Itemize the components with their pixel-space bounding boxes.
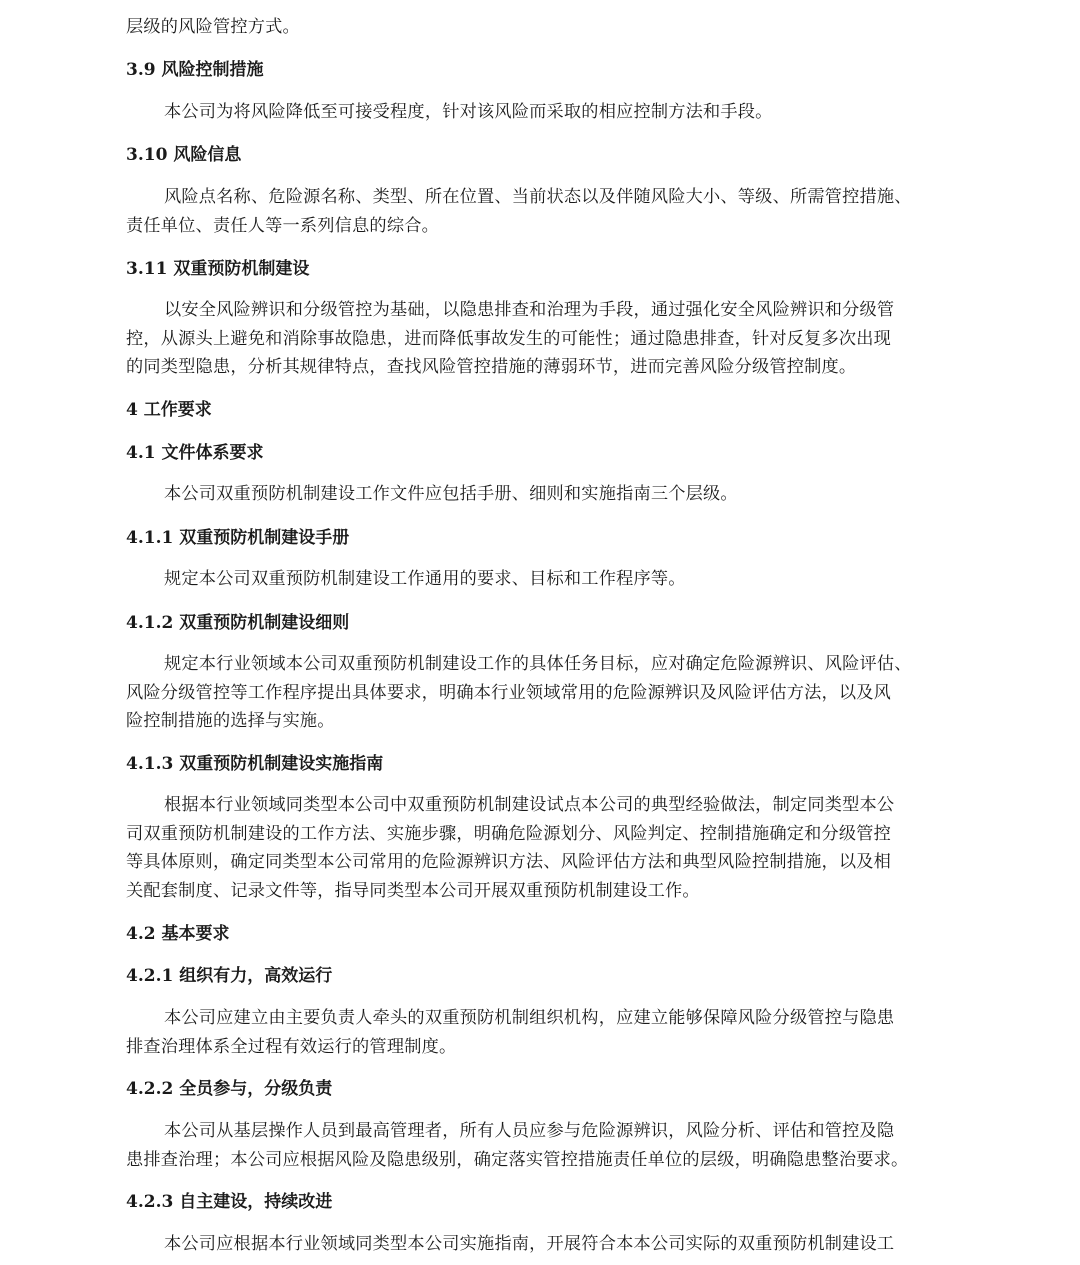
heading-3-10: 3.10 风险信息 xyxy=(126,145,242,165)
heading-4-2-1: 4.2.1 组织有力，高效运行 xyxy=(126,966,333,986)
heading-4-2-2: 4.2.2 全员参与，分级负责 xyxy=(126,1079,333,1099)
heading-4-1-2: 4.1.2 双重预防机制建设细则 xyxy=(126,613,350,633)
paragraph-4-1 xyxy=(126,480,968,509)
paragraph-line: 本公司从基层操作人员到最高管理者，所有人员应参与危险源辨识，风险分析、评估和管控及隐 xyxy=(164,1121,895,1141)
heading-4: 4 工作要求 xyxy=(126,400,212,420)
paragraph-line: 患排查治理；本公司应根据风险及隐患级别，确定落实管控措施责任单位的层级，明确隐患整治要求。 xyxy=(126,1149,909,1170)
paragraph-3-9 xyxy=(126,98,968,127)
heading-3-11: 3.11 双重预防机制建设 xyxy=(126,259,310,279)
paragraph-line: 根据本行业领域同类型本公司中双重预防机制建设试点本公司的典型经验做法，制定同类型本公 xyxy=(164,795,895,815)
heading-4-1: 4.1 文件体系要求 xyxy=(126,443,264,463)
paragraph-4-2-3 xyxy=(126,1230,968,1259)
paragraph-intro-tail xyxy=(126,13,968,42)
paragraph-3-10 xyxy=(126,183,968,240)
paragraph-line: 规定本公司双重预防机制建设工作通用的要求、目标和工作程序等。 xyxy=(164,569,686,589)
heading-4-1-1: 4.1.1 双重预防机制建设手册 xyxy=(126,528,350,548)
paragraph-line: 关配套制度、记录文件等，指导同类型本公司开展双重预防机制建设工作。 xyxy=(126,880,700,901)
paragraph-line: 责任单位、责任人等一系列信息的综合。 xyxy=(126,215,439,236)
paragraph-line: 风险分级管控等工作程序提出具体要求，明确本行业领域常用的危险源辨识及风险评估方法，以及风 xyxy=(126,682,892,703)
paragraph-4-2-1 xyxy=(126,1004,968,1061)
paragraph-line: 本公司为将风险降低至可接受程度，针对该风险而采取的相应控制方法和手段。 xyxy=(164,102,773,122)
paragraph-4-1-3 xyxy=(126,791,968,905)
heading-4-1-3: 4.1.3 双重预防机制建设实施指南 xyxy=(126,754,384,774)
paragraph-3-11 xyxy=(126,296,968,382)
paragraph-line: 本公司双重预防机制建设工作文件应包括手册、细则和实施指南三个层级。 xyxy=(164,484,738,504)
paragraph-line: 本公司应根据本行业领域同类型本公司实施指南，开展符合本本公司实际的双重预防机制建设工 xyxy=(164,1234,895,1254)
paragraph-line: 险控制措施的选择与实施。 xyxy=(126,711,335,732)
paragraph-4-2-2 xyxy=(126,1117,968,1174)
paragraph-line: 的同类型隐患，分析其规律特点，查找风险管控措施的薄弱环节，进而完善风险分级管控制度。 xyxy=(126,357,857,378)
paragraph-4-1-1 xyxy=(126,565,968,594)
paragraph-line: 排查治理体系全过程有效运行的管理制度。 xyxy=(126,1036,457,1057)
paragraph-4-1-2 xyxy=(126,650,968,736)
paragraph-line: 控，从源头上避免和消除事故隐患，进而降低事故发生的可能性；通过隐患排查，针对反复多次出现 xyxy=(126,328,892,349)
paragraph-line: 本公司应建立由主要负责人牵头的双重预防机制组织机构，应建立能够保障风险分级管控与隐患 xyxy=(164,1008,895,1028)
paragraph-line: 等具体原则，确定同类型本公司常用的危险源辨识方法、风险评估方法和典型风险控制措施，以及相 xyxy=(126,852,892,873)
heading-4-2: 4.2 基本要求 xyxy=(126,924,230,944)
paragraph-line: 司双重预防机制建设的工作方法、实施步骤，明确危险源划分、风险判定、控制措施确定和分级管控 xyxy=(126,823,892,844)
heading-3-9: 3.9 风险控制措施 xyxy=(126,60,264,80)
paragraph-line: 以安全风险辨识和分级管控为基础，以隐患排查和治理为手段，通过强化安全风险辨识和分级管 xyxy=(164,300,895,320)
paragraph-line: 规定本行业领域本公司双重预防机制建设工作的具体任务目标，应对确定危险源辨识、风险评估、 xyxy=(164,654,912,674)
paragraph-line: 风险点名称、危险源名称、类型、所在位置、当前状态以及伴随风险大小、等级、所需管控措施、 xyxy=(164,187,912,207)
paragraph-line: 层级的风险管控方式。 xyxy=(126,17,300,37)
heading-4-2-3: 4.2.3 自主建设，持续改进 xyxy=(126,1192,333,1212)
